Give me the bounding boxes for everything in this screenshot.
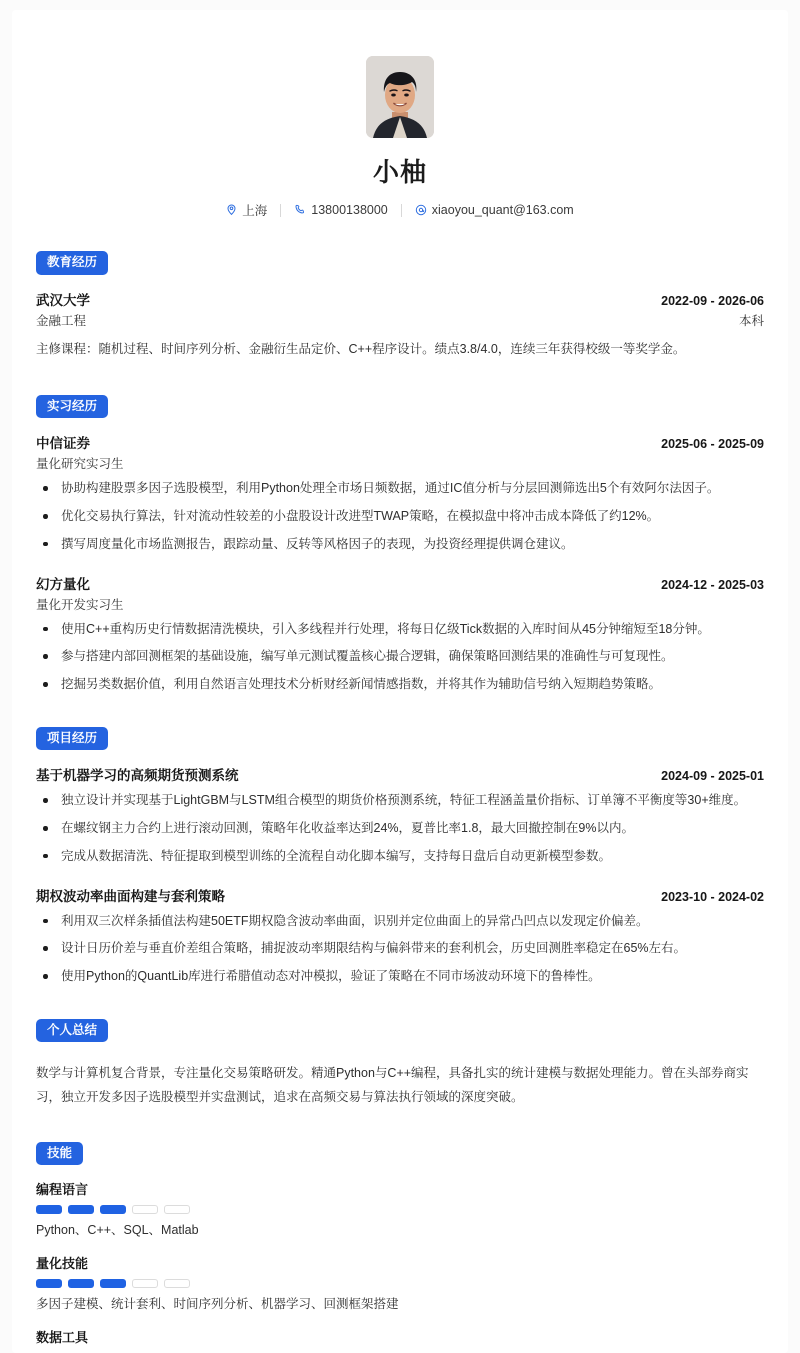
section-education [36,243,764,359]
internship-company: 幻方量化 [36,576,90,592]
skill-items: 多因子建模、统计套利、时间序列分析、机器学习、回测框架搭建 [36,1297,399,1312]
list-item: 挖掘另类数据价值，利用自然语言处理技术分析财经新闻情感指数，并将其作为辅助信号纳入短期趋势策略。 [36,675,764,694]
skill-name: 数据工具 [36,1329,89,1345]
summary-text: 数学与计算机复合背景，专注量化交易策略研发。精通Python与C++编程，具备扎实的统计建模与数据处理能力。曾在头部券商实习，独立开发多因子选股模型并实盘测试，追求在高频交易与算法执行领域的深度突破。 [36,1066,749,1105]
contact-email-text: xiaoyou_quant@163.com [431,203,574,217]
meter-segment [100,1279,126,1288]
education-degree: 本科 [738,313,764,328]
internship-date: 2025-06 - 2025-09 [661,437,764,452]
avatar [366,56,434,138]
skill-items: Python、C++、SQL、Matlab [36,1223,199,1238]
section-internship [36,387,764,694]
education-entry [36,289,764,359]
project-bullets [36,791,764,865]
list-item: 撰写周度量化市场监测报告，跟踪动量、反转等风格因子的表现，为投资经理提供调仓建议。 [36,535,764,554]
list-item: 在螺纹钢主力合约上进行滚动回测，策略年化收益率达到24%，夏普比率1.8，最大回撤控制在9%以内。 [36,819,764,838]
contact-row [36,201,764,219]
list-item: 协助构建股票多因子选股模型，利用Python处理全市场日频数据，通过IC值分析与分层回测筛选出5个有效阿尔法因子。 [36,479,764,498]
meter-segment [132,1205,158,1214]
section-skills [36,1134,764,1346]
meter-segment [164,1205,190,1214]
list-item: 使用C++重构历史行情数据清洗模块，引入多线程并行处理，将每日亿级Tick数据的入库时间从45分钟缩短至18分钟。 [36,620,764,639]
skill-group [36,1327,764,1346]
list-item: 优化交易执行算法，针对流动性较差的小盘股设计改进型TWAP策略，在模拟盘中将冲击成本降低了约12%。 [36,507,764,526]
education-school: 武汉大学 [36,292,90,308]
meter-segment [36,1279,62,1288]
project-entry [36,885,764,986]
email-at-icon [415,204,427,216]
project-entry [36,764,764,865]
project-date: 2024-09 - 2025-01 [661,769,764,784]
skill-group [36,1253,764,1314]
contact-location [213,201,280,219]
contact-email [402,203,587,217]
meter-segment [100,1205,126,1214]
section-summary [36,1011,764,1110]
internship-bullets [36,479,764,553]
skill-name: 编程语言 [36,1182,89,1198]
internship-date: 2024-12 - 2025-03 [661,577,764,592]
internship-company: 中信证券 [36,436,90,452]
meter-segment [68,1205,94,1214]
list-item: 参与搭建内部回测框架的基础设施，编写单元测试覆盖核心撮合逻辑，确保策略回测结果的准确性与可复现性。 [36,647,764,666]
contact-phone-text: 13800138000 [311,203,388,217]
internship-role: 量化开发实习生 [36,597,124,612]
list-item: 利用双三次样条插值法构建50ETF期权隐含波动率曲面，识别并定位曲面上的异常凸凹点以发现定价偏差。 [36,912,764,931]
page-title: 小柚 [372,157,427,187]
skill-group [36,1179,764,1240]
resume-page [12,10,788,1353]
section-badge-skills: 技能 [36,1142,83,1166]
internship-role: 量化研究实习生 [36,457,124,472]
resume-header [36,10,764,219]
contact-phone [281,203,400,217]
internship-entry [36,432,764,553]
project-bullets [36,912,764,986]
skill-name: 量化技能 [36,1256,89,1272]
list-item: 完成从数据清洗、特征提取到模型训练的全流程自动化脚本编写，支持每日盘后自动更新模型参数。 [36,847,764,866]
internship-entry [36,573,764,694]
section-badge-projects: 项目经历 [36,727,108,751]
meter-segment [36,1205,62,1214]
section-badge-summary: 个人总结 [36,1019,108,1043]
section-projects [36,719,764,986]
skill-level-meter [36,1279,764,1288]
section-badge-internship: 实习经历 [36,395,108,419]
project-title: 基于机器学习的高频期货预测系统 [36,768,239,784]
meter-segment [164,1279,190,1288]
list-item: 独立设计并实现基于LightGBM与LSTM组合模型的期货价格预测系统，特征工程涵盖量价指标、订单簿不平衡度等30+维度。 [36,791,764,810]
skill-level-meter [36,1205,764,1214]
project-date: 2023-10 - 2024-02 [661,889,764,904]
list-item: 使用Python的QuantLib库进行希腊值动态对冲模拟，验证了策略在不同市场波动环境下的鲁棒性。 [36,967,764,986]
education-major: 金融工程 [36,313,87,328]
internship-bullets [36,620,764,694]
education-date: 2022-09 - 2026-06 [661,293,764,308]
meter-segment [68,1279,94,1288]
location-pin-icon [226,204,237,216]
meter-segment [132,1279,158,1288]
contact-location-text: 上海 [242,204,268,218]
project-title: 期权波动率曲面构建与套利策略 [36,888,225,904]
phone-icon [294,204,306,216]
list-item: 设计日历价差与垂直价差组合策略，捕捉波动率期限结构与偏斜带来的套利机会，历史回测胜率稳定在65%左右。 [36,939,764,958]
education-description: 主修课程：随机过程、时间序列分析、金融衍生品定价、C++程序设计。绩点3.8/4.0，连续三年获得校级一等奖学金。 [36,341,686,356]
section-badge-education: 教育经历 [36,251,108,275]
